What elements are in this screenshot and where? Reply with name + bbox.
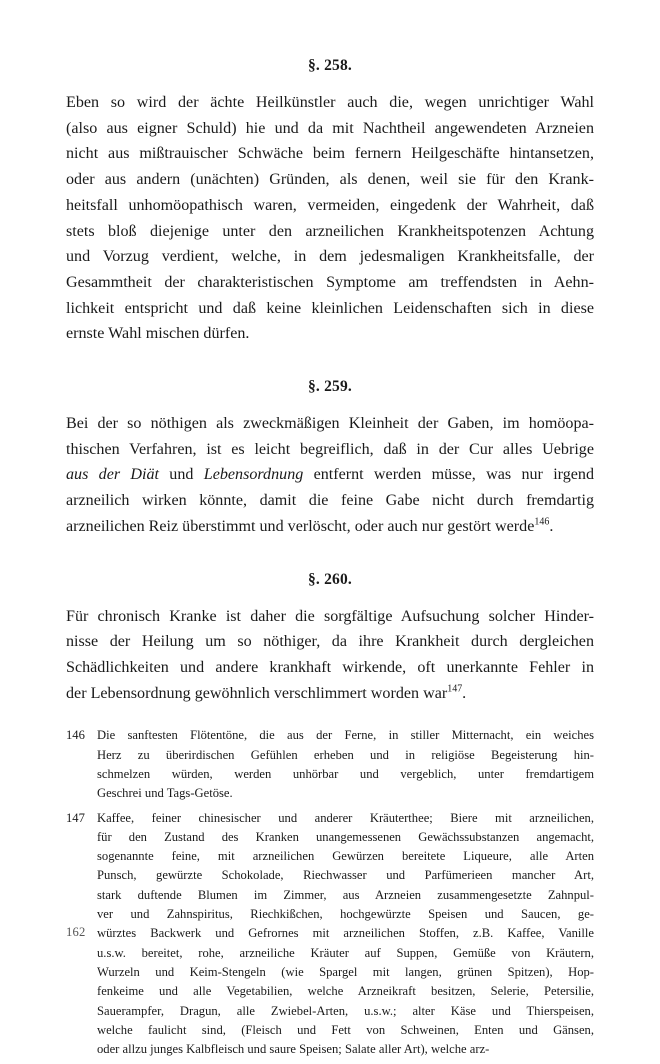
footnote-line: schmelzen würden, werden unhörbar und vergeblich, unter fremdartigem: [97, 766, 594, 781]
page-content: [66, 56, 594, 1064]
footnote-line: sogenannte feine, mit arzneilichen Gewürzen bereitete Liqueure, alle Arten: [97, 849, 594, 864]
text-line: Schädlichkeiten und andere krankhaft wirkende, oft unerkannte Fehler in: [66, 658, 594, 676]
footnote-line: für den Zustand des Kranken unangemessenen Gewächssubstanzen angemacht,: [97, 829, 594, 844]
footnote-146: [66, 726, 594, 803]
footnote-line: Sauerampfer, Dragun, alle Zwiebel-Arten, u.s.w.; alter Käse und Thierspeisen,: [97, 1003, 594, 1018]
footnote-line: oder allzu junges Kalbfleisch und saure Speisen; Salate aller Art), welche arz-: [97, 1042, 490, 1057]
footnote-line: Kaffee, feiner chinesischer und anderer Kräuterthee; Biere mit arzneilichen,: [97, 810, 594, 825]
text-line: der Lebensordnung gewöhnlich verschlimmert worden war$^{147}$.: [66, 683, 467, 702]
footnote-line: welche faulicht sind, (Fleisch und Fett von Schweinen, Enten und Gänsen,: [97, 1022, 594, 1037]
italic-phrase: Lebensordnung: [203, 466, 304, 484]
text-line: heitsfall unhomöopathisch waren, vermeiden, eingedenk der Wahrheit, daß: [66, 196, 594, 214]
footnote-line: stark duftende Blumen im Zimmer, aus Arzneien zusammengesetzte Zahnpul-: [97, 887, 594, 902]
text-line: nicht aus mißtrauischer Schwäche beim fernern Heilgeschäfte hintansetzen,: [66, 145, 594, 163]
text-line: stets bloß diejenige unter den arzneilichen Krankheitspotenzen Achtung: [66, 222, 594, 240]
section-heading-258: §. 258.: [307, 57, 353, 74]
footnote-text-147: [97, 809, 594, 1060]
text-line: Gesammtheit der charakteristischen Symptome am treffendsten in Aehn-: [66, 273, 594, 291]
section-paragraph-259: [66, 411, 594, 540]
footnote-line: u.s.w. bereitet, rohe, arzneiliche Kräuter auf Suppen, Gemüße von Kräutern,: [97, 945, 594, 960]
text-line: thischen Verfahren, ist es leicht begreiflich, daß in der Cur alles Uebrige: [66, 440, 594, 458]
section-paragraph-258: [66, 90, 594, 347]
footnote-text-146: [97, 726, 594, 803]
text-line: lichkeit entspricht und daß keine kleinlichen Leidenschaften sich in diese: [66, 299, 594, 317]
text-line: arzneilichen Reiz überstimmt und verlöscht, oder auch nur gestört werde$^{146}$.: [66, 516, 554, 535]
footnote-line: fenkeime und alle Vegetabilien, welche Arzneikraft besitzen, Selerie, Petersilie,: [97, 984, 594, 999]
footnote-line: Herz zu überirdischen Gefühlen erheben und in religiöse Begeisterung hin-: [97, 747, 594, 762]
footnote-number-146: 146: [66, 728, 85, 743]
text-line: Eben so wird der ächte Heilkünstler auch die, wegen unrichtiger Wahl: [66, 94, 594, 111]
footnote-line: würztes Backwerk und Gefrornes mit arzneilichen Stoffen, z.B. Kaffee, Vanille: [97, 926, 594, 941]
footnote-reference: 146: [534, 516, 550, 528]
footnote-reference: 147: [447, 683, 463, 695]
footnote-line: Wurzeln und Keim-Stengeln (wie Spargel mit langen, grünen Spitzen), Hop-: [97, 964, 594, 979]
footnote-line: ver und Zahnspiritus, Riechkißchen, hochgewürzte Speisen und Saucen, ge-: [97, 907, 594, 922]
text-line: (also aus eigner Schuld) hie und da mit Nachtheil angewendeten Arzneien: [66, 119, 594, 137]
text-line: arzneilich wirken könnte, damit die feine Gabe nicht durch fremdartig: [66, 492, 594, 510]
page-number: 162: [66, 925, 86, 939]
footnote-number-147: 147: [66, 810, 85, 825]
section-heading-259: §. 259.: [307, 378, 353, 396]
footnote-line: Die sanftesten Flötentöne, die aus der Ferne, in stiller Mitternacht, ein weiches: [97, 728, 594, 743]
text-line: Bei der so nöthigen als zweckmäßigen Kleinheit der Gaben, im homöopa-: [66, 415, 594, 433]
italic-phrase: aus der Diät: [66, 466, 160, 484]
text-line: ernste Wahl mischen dürfen.: [66, 325, 250, 343]
text-line: Für chronisch Kranke ist daher die sorgfältige Aufsuchung solcher Hinder-: [66, 607, 594, 625]
footnote-line: Geschrei und Tags-Getöse.: [97, 786, 233, 801]
text-line: nisse der Heilung um so nöthiger, da ihre Krankheit durch dergleichen: [66, 633, 594, 651]
footnote-line: Punsch, gewürzte Schokolade, Riechwasser und Parfümerieen mancher Art,: [97, 868, 594, 883]
section-heading-260: §. 260.: [307, 570, 353, 588]
footnote-list: [66, 726, 594, 1059]
section-paragraph-260: [66, 604, 594, 707]
footnote-147: [66, 809, 594, 1060]
text-line: oder aus andern (unächten) Gründen, als denen, weil sie für den Krank-: [66, 171, 594, 189]
text-line: und Vorzug verdient, welche, in dem jedesmaligen Krankheitsfalle, der: [66, 248, 594, 266]
text-line: aus der Diät und Lebensordnung entfernt werden müsse, was nur irgend: [66, 466, 595, 484]
